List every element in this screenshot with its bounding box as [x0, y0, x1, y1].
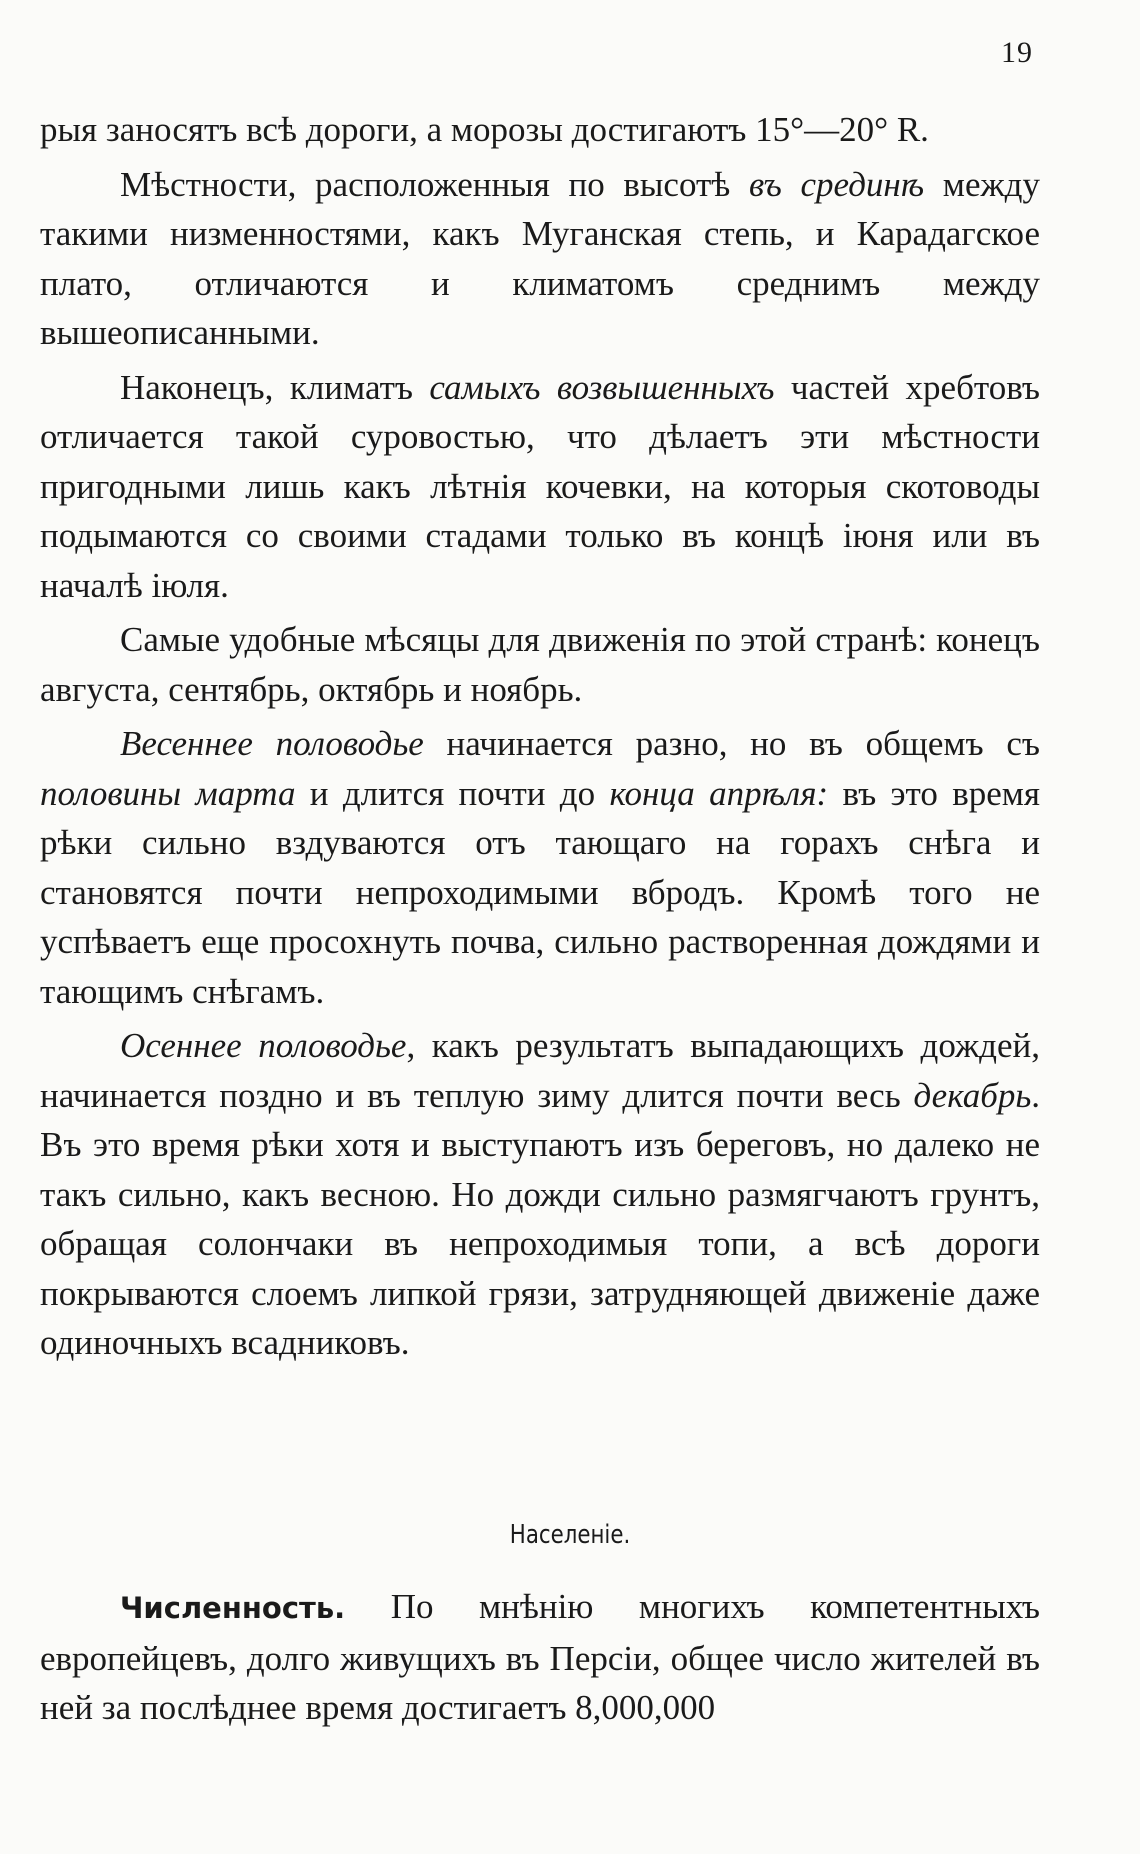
page-number: 19	[1001, 36, 1033, 69]
italic-text: конца апрѣля:	[609, 773, 829, 813]
text-run: рыя заносятъ всѣ дороги, а морозы достигаютъ 15°—20° R.	[40, 110, 929, 149]
italic-text: декабрь	[913, 1075, 1032, 1115]
text-run: . Въ это время рѣки хотя и выступаютъ изъ береговъ, но далеко не такъ сильно, какъ весною. Но дожди сильно размягчаютъ грунтъ, обращая солончаки въ непроходимыя топи, а всѣ дороги покрываются слоемъ липкой грязи, затрудняющей движеніе даже одиночныхъ всадниковъ.	[40, 1075, 1040, 1362]
text-run: Мѣстности, расположенныя по высотѣ	[120, 164, 749, 204]
run-in-text: По мнѣнію многихъ компетентныхъ европейцевъ, долго живущихъ въ Персіи, общее число жителей въ ней за послѣднее время достигаетъ 8,000,000	[40, 1587, 1040, 1727]
section-body-text	[40, 1582, 1040, 1733]
text-run: Наконецъ, климатъ	[120, 367, 430, 407]
run-in-heading: Численность.	[120, 1591, 346, 1625]
italic-text: половины марта	[40, 773, 296, 813]
paragraph	[40, 105, 1040, 155]
text-run: между такими низменностями, какъ Муганская степь, и Карадагское плато, отличаются и климатомъ среднимъ между вышеописанными.	[40, 164, 1040, 352]
body-text	[40, 105, 1040, 1373]
paragraph	[40, 160, 1040, 358]
text-run: Самые удобные мѣсяцы для движенія по этой странѣ: конецъ августа, сентябрь, октябрь и ноябрь.	[40, 620, 1040, 709]
section-heading: Населеніе.	[509, 1520, 631, 1550]
italic-text: Осеннее половодье	[120, 1026, 407, 1065]
italic-text: самыхъ возвышенныхъ	[429, 367, 775, 407]
paragraph	[40, 1582, 1040, 1733]
italic-text: Весеннее половодье	[120, 724, 424, 763]
text-run: и длится почти до	[295, 773, 610, 813]
paragraph	[40, 1021, 1040, 1368]
text-run: , какъ результатъ выпадающихъ дождей, начинается поздно и въ теплую зиму длится почти весь	[40, 1026, 1040, 1115]
paragraph	[40, 615, 1040, 714]
paragraph	[40, 363, 1040, 611]
text-run: въ это время рѣки сильно вздуваются отъ тающаго на горахъ снѣга и становятся почти непроходимыми вбродъ. Кромѣ того не успѣваетъ еще просохнуть почва, сильно растворенная дождями и тающимъ снѣгамъ.	[40, 773, 1040, 1011]
text-run: частей хребтовъ отличается такой суровостью, что дѣлаетъ эти мѣстности пригодными лишь какъ лѣтнія кочевки, на которыя скотоводы подымаются со своими стадами только въ концѣ іюня или въ началѣ іюля.	[40, 367, 1040, 605]
text-run: начинается разно, но въ общемъ съ	[423, 724, 1040, 763]
italic-text: въ срединѣ	[748, 164, 925, 204]
paragraph	[40, 719, 1040, 1016]
